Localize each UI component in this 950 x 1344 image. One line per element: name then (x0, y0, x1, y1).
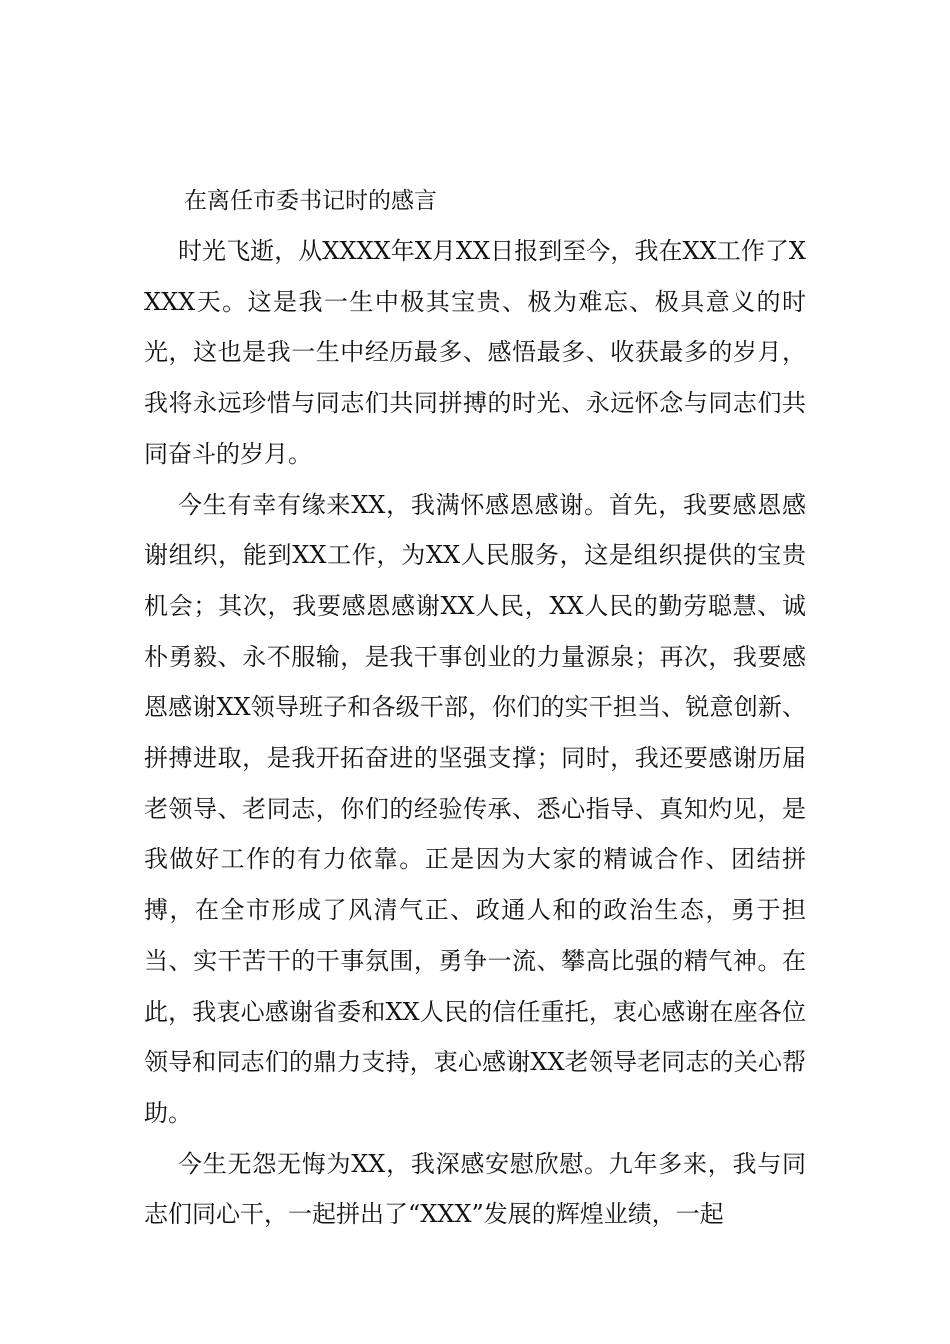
document-title: 在离任市委书记时的感言 (184, 188, 437, 214)
paragraph-2: 今生有幸有缘来XX，我满怀感恩感谢。首先，我要感恩感谢组织，能到XX工作，为XX人民服务，这是组织提供的宝贵机会；其次，我要感恩感谢XX人民，XX人民的勤劳聪慧、诚朴勇毅、永不服输，是我干事创业的力量源泉；再次，我要感恩感谢XX领导班子和各级干部，你们的实干担当、锐意创新、拼搏进取，是我开拓奋进的坚强支撑；同时，我还要感谢历届老领导、老同志，你们的经验传承、悉心指导、真知灼见，是我做好工作的有力依靠。正是因为大家的精诚合作、团结拼搏，在全市形成了风清气正、政通人和的政治生态，勇于担当、实干苦干的干事氛围，勇争一流、攀高比强的精气神。在此，我衷心感谢省委和XX人民的信任重托，衷心感谢在座各位领导和同志们的鼎力支持，衷心感谢XX老领导老同志的关心帮助。 (144, 490, 806, 1127)
paragraph-3: 今生无怨无悔为XX，我深感安慰欣慰。九年多来，我与同志们同心干，一起拼出了“XXX”发展的辉煌业绩，一起 (144, 1149, 806, 1229)
paragraph-1: 时光飞逝，从XXXX年X月XX日报到至今，我在XX工作了XXXX天。这是我一生中极其宝贵、极为难忘、极具意义的时光，这也是我一生中经历最多、感悟最多、收获最多的岁月，我将永远珍惜与同志们共同拼搏的时光、永远怀念与同志们共同奋斗的岁月。 (144, 237, 806, 468)
document-body (144, 176, 806, 1240)
